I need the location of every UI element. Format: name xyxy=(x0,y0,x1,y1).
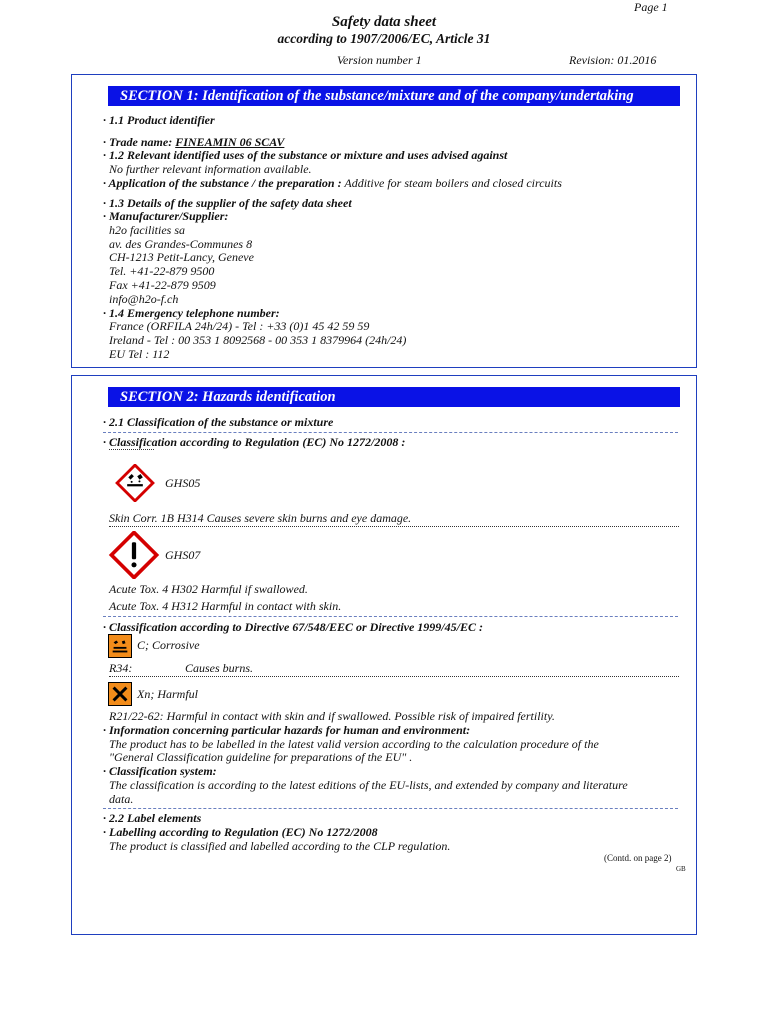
dot-row xyxy=(109,449,154,450)
divider xyxy=(103,616,678,617)
divider xyxy=(103,808,678,809)
s2-label-elements: · 2.2 Label elements xyxy=(103,811,202,825)
revision-date: Revision: 01.2016 xyxy=(569,53,657,67)
s1-emergency-heading: · 1.4 Emergency telephone number: xyxy=(103,306,280,320)
s1-telephone: Tel. +41-22-879 9500 xyxy=(109,264,215,278)
s1-address-2: av. des Grandes-Communes 8 xyxy=(109,237,253,251)
s2-classification: · 2.1 Classification of the substance or mixture xyxy=(103,415,334,429)
ghs05-corrosion-icon xyxy=(110,464,160,502)
s2-system-line-1: The classification is according to the latest editions of the EU-lists, and extended by company and literature xyxy=(109,778,628,792)
section-2-heading: SECTION 2: Hazards identification xyxy=(108,387,680,407)
document-title: Safety data sheet xyxy=(331,14,437,30)
harmful-label: Xn; Harmful xyxy=(137,687,198,701)
s1-address-1: h2o facilities sa xyxy=(109,223,185,237)
corrosive-icon xyxy=(108,634,132,658)
s2-classification-system: · Classification system: xyxy=(103,764,217,778)
divider xyxy=(103,432,678,433)
dotted-divider xyxy=(109,676,679,677)
s1-application xyxy=(103,176,562,190)
page-number: Page 1 xyxy=(634,0,668,14)
trade-name-label: · Trade name: xyxy=(103,135,176,149)
version-number: Version number 1 xyxy=(337,53,422,67)
s1-supplier-details: · 1.3 Details of the supplier of the safety data sheet xyxy=(103,196,352,210)
s1-emergency-eu: EU Tel : 112 xyxy=(109,347,170,361)
s2-labelling-text: The product is classified and labelled according to the CLP regulation. xyxy=(109,839,451,853)
application-label: · Application of the substance / the preparation : xyxy=(103,176,342,190)
trade-name-value: FINEAMIN 06 SCAV xyxy=(175,135,285,149)
s2-info-line-1: The product has to be labelled in the latest valid version according to the calculation procedure of the xyxy=(109,737,599,751)
s1-product-identifier: · 1.1 Product identifier xyxy=(103,113,215,127)
s2-acute-tox-oral: Acute Tox. 4 H302 Harmful if swallowed. xyxy=(109,582,308,596)
s1-email: info@h2o-f.ch xyxy=(109,292,179,306)
s2-regulation-heading: · Classification according to Regulation (EC) No 1272/2008 : xyxy=(103,435,406,449)
s2-system-line-2: data. xyxy=(109,792,134,806)
ghs05-label: GHS05 xyxy=(165,476,201,490)
s2-skin-corr: Skin Corr. 1B H314 Causes severe skin burns and eye damage. xyxy=(109,511,412,525)
s1-emergency-ireland: Ireland - Tel : 00 353 1 8092568 - 00 353 1 8379964 (24h/24) xyxy=(109,333,407,347)
ghs07-exclamation-icon xyxy=(108,531,160,579)
s2-r21-22-62: R21/22-62: Harmful in contact with skin and if swallowed. Possible risk of impaired fertility. xyxy=(109,709,555,723)
application-value: Additive for steam boilers and closed circuits xyxy=(341,176,562,190)
s1-trade-name xyxy=(103,135,284,149)
s1-emergency-france: France (ORFILA 24h/24) - Tel : +33 (0)1 45 42 59 59 xyxy=(109,319,370,333)
s2-info-line-2: "General Classification guideline for preparations of the EU" . xyxy=(109,750,413,764)
s1-identified-uses: · 1.2 Relevant identified uses of the substance or mixture and uses advised against xyxy=(103,148,508,162)
s2-directive-heading: · Classification according to Directive 67/548/EEC or Directive 1999/45/EC : xyxy=(103,620,483,634)
corrosive-label: C; Corrosive xyxy=(137,638,200,652)
s1-address-3: CH-1213 Petit-Lancy, Geneve xyxy=(109,250,254,264)
country-code: GB xyxy=(676,865,686,873)
r34-text: Causes burns. xyxy=(185,661,254,675)
harmful-icon xyxy=(108,682,132,706)
continued-note: (Contd. on page 2) xyxy=(604,853,672,863)
dotted-divider xyxy=(109,526,679,527)
ghs07-label: GHS07 xyxy=(165,548,201,562)
s1-fax: Fax +41-22-879 9509 xyxy=(109,278,216,292)
r34-code: R34: xyxy=(109,661,133,675)
section-1-heading: SECTION 1: Identification of the substance/mixture and of the company/undertaking xyxy=(108,86,680,106)
s2-labelling-heading: · Labelling according to Regulation (EC) No 1272/2008 xyxy=(103,825,378,839)
s2-particular-hazards: · Information concerning particular hazards for human and environment: xyxy=(103,723,471,737)
document-subtitle: according to 1907/2006/EC, Article 31 xyxy=(277,31,491,46)
s2-acute-tox-dermal: Acute Tox. 4 H312 Harmful in contact with skin. xyxy=(109,599,342,613)
s1-no-info: No further relevant information available. xyxy=(109,162,312,176)
s1-manufacturer: · Manufacturer/Supplier: xyxy=(103,209,229,223)
